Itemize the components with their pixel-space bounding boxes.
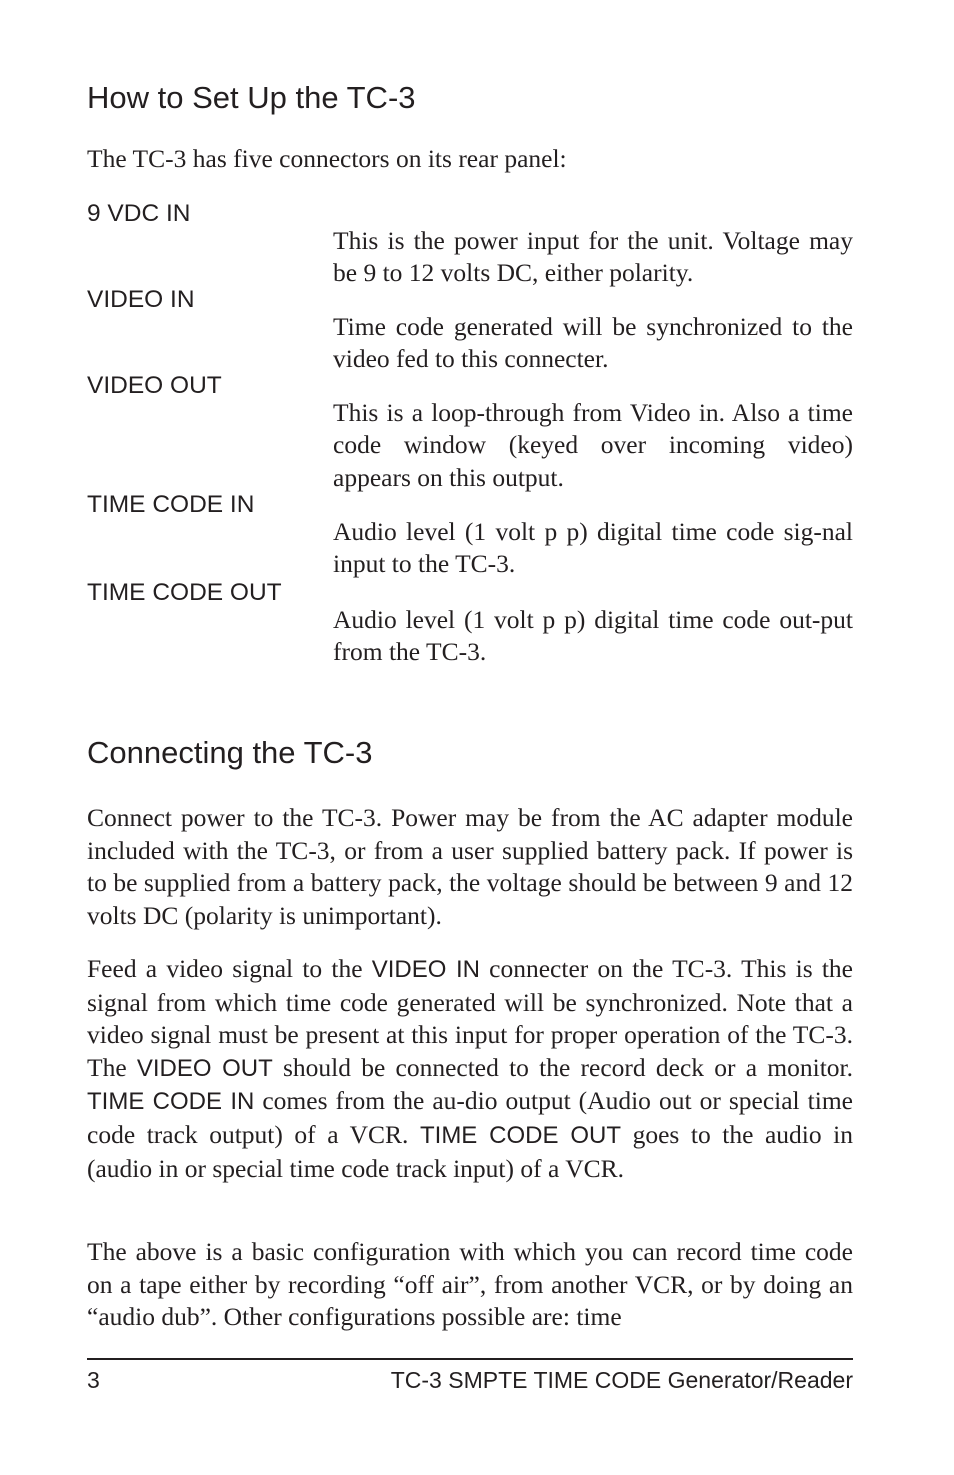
connector-description: This is the power input for the unit. Voltage may be 9 to 12 volts DC, either polarity. — [333, 225, 853, 288]
connector-description: Time code generated will be synchronized to the video fed to this connecter. — [333, 311, 853, 374]
connector-description: Audio level (1 volt p p) digital time code sig-nal input to the TC-3. — [333, 516, 853, 579]
paragraph-video-feed — [87, 953, 853, 1185]
connector-description: This is a loop-through from Video in. Also a time code window (keyed over incoming video) appears on this output. — [333, 397, 853, 492]
connector-label: TIME CODE OUT — [87, 579, 282, 606]
keyword-video-out: VIDEO OUT — [136, 1054, 273, 1082]
connector-description: Audio level (1 volt p p) digital time code out-put from the TC-3. — [333, 604, 853, 667]
paragraph-text: connecter on the TC-3. This is the signal from which time code generated will be synchronized. Note that a video signal must be present at this input for proper operation of the TC-3. The — [87, 954, 853, 1082]
connector-label: TIME CODE IN — [87, 491, 255, 518]
paragraph-text: Feed a video signal to the — [87, 954, 372, 983]
footer-rule — [87, 1358, 853, 1360]
keyword-time-code-out: TIME CODE OUT — [419, 1121, 622, 1149]
section-heading-connecting: Connecting the TC-3 — [87, 735, 373, 770]
connector-label: VIDEO IN — [87, 286, 195, 313]
running-head: TC-3 SMPTE TIME CODE Generator/Reader — [390, 1367, 853, 1393]
paragraph-configuration: The above is a basic configuration with which you can record time code on a tape either by recording “off air”, from another VCR, or by doing an “audio dub”. Other configurations possible are: time — [87, 1237, 853, 1332]
page-number: 3 — [87, 1367, 100, 1393]
section-heading-setup: How to Set Up the TC-3 — [87, 80, 416, 115]
keyword-video-in: VIDEO IN — [371, 956, 480, 983]
connector-label: 9 VDC IN — [87, 200, 191, 227]
intro-text: The TC-3 has five connectors on its rear panel: — [87, 144, 567, 173]
paragraph-text: goes to the audio in (audio in or special time code track input) of a VCR. — [87, 1119, 853, 1183]
paragraph-text: comes from the au-dio output (Audio out or special time code track output) of a VCR. — [87, 1086, 853, 1149]
paragraph-power: Connect power to the TC-3. Power may be from the AC adapter module included with the TC-3, or from a user supplied battery pack. If power is to be supplied from a battery pack, the voltage should be between 9 and 12 volts DC (polarity is unimportant). — [87, 803, 853, 930]
keyword-time-code-in: TIME CODE IN — [87, 1088, 255, 1116]
connector-label: VIDEO OUT — [87, 372, 222, 399]
paragraph-text: should be connected to the record deck or a monitor. — [272, 1052, 853, 1082]
